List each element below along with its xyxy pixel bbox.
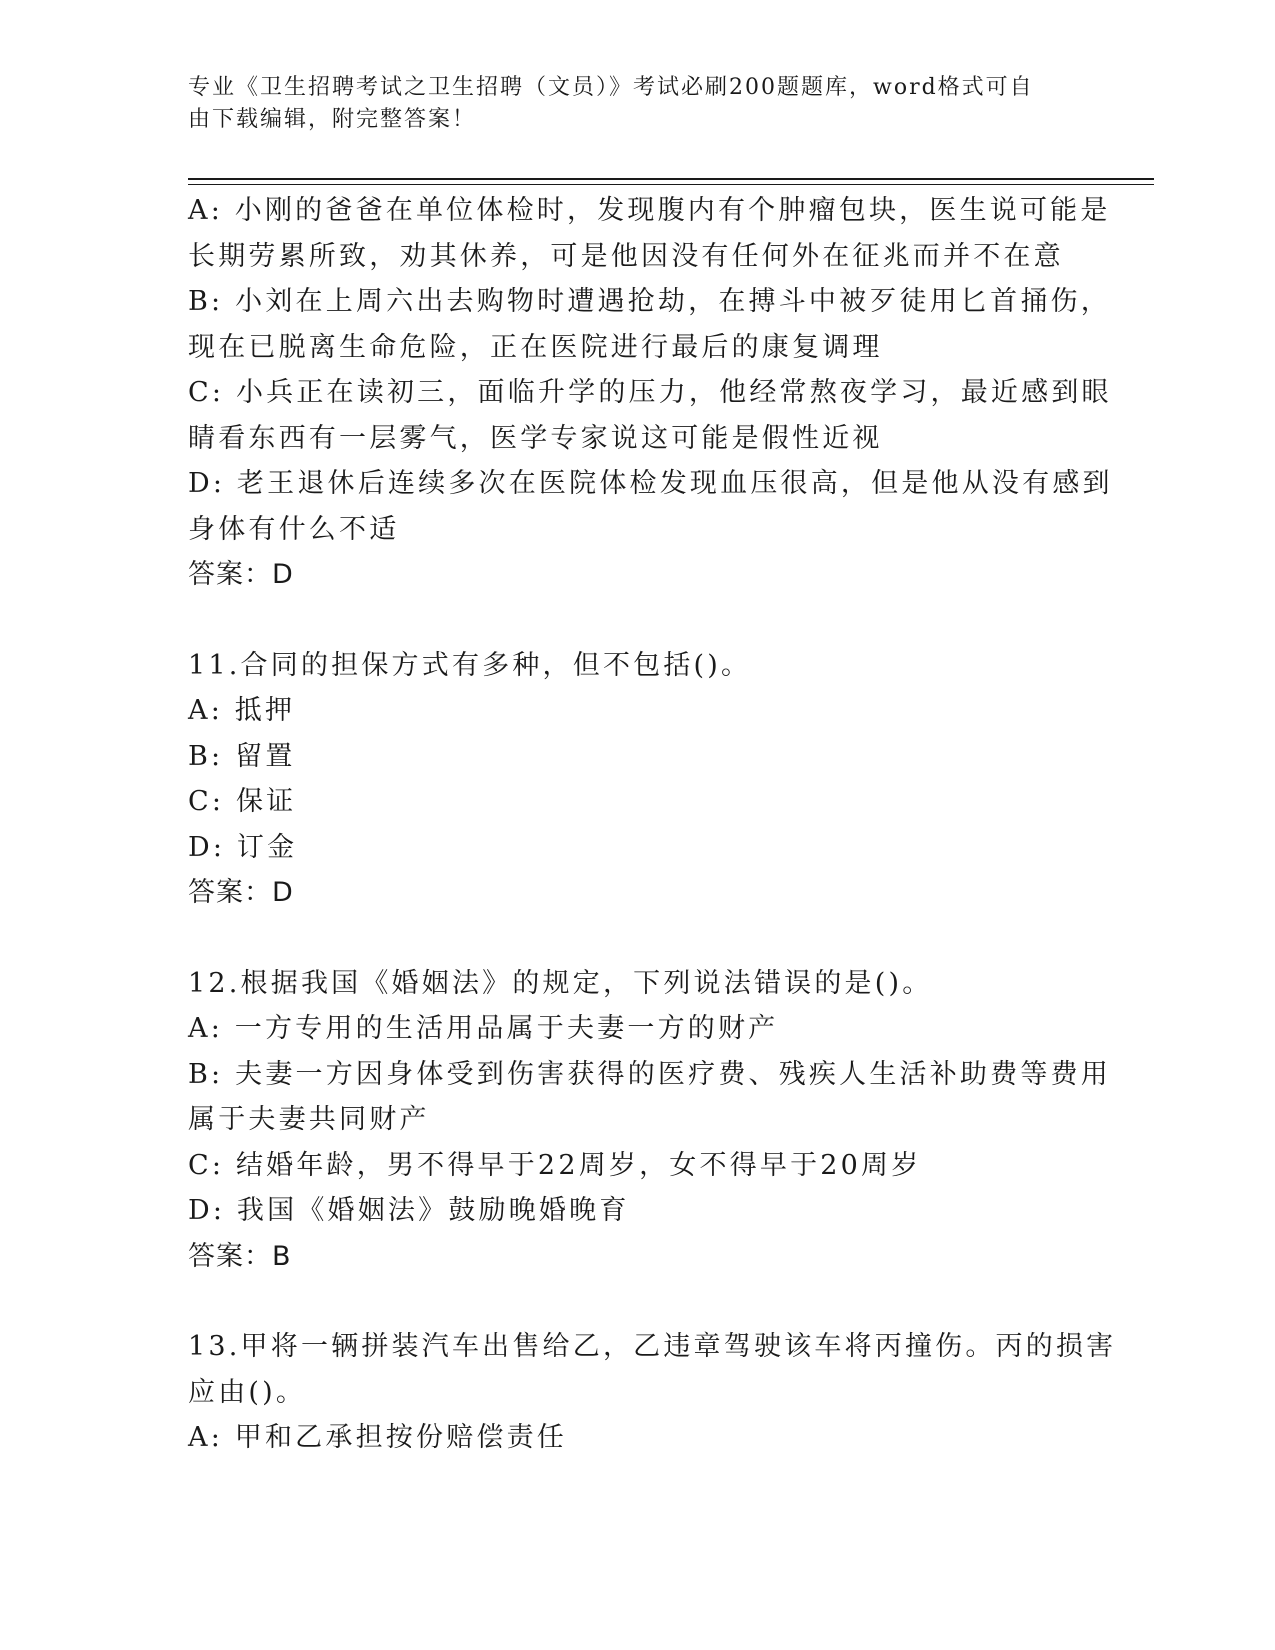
q12-option-c: C: 结婚年龄，男不得早于22周岁，女不得早于20周岁 bbox=[188, 1149, 922, 1181]
q10-option-b-line-1: B: 小刘在上周六出去购物时遭遇抢劫，在搏斗中被歹徒用匕首捅伤， bbox=[188, 286, 1111, 317]
question-11-block bbox=[188, 643, 1088, 916]
question-12-block bbox=[188, 961, 1111, 1280]
header-line-1: 专业《卫生招聘考试之卫生招聘（文员）》考试必刷200题题库，word格式可自 bbox=[188, 75, 1034, 100]
q11-option-a: A: 抵押 bbox=[188, 695, 296, 726]
q10-answer: 答案：D bbox=[188, 559, 294, 590]
q12-question: 12.根据我国《婚姻法》的规定，下列说法错误的是()。 bbox=[188, 967, 933, 999]
q10-option-d-line-1: D: 老王退休后连续多次在医院体检发现血压很高，但是他从没有感到 bbox=[188, 468, 1113, 499]
q11-option-d: D: 订金 bbox=[188, 831, 298, 863]
q12-option-b-line-1: B: 夫妻一方因身体受到伤害获得的医疗费、残疾人生活补助费等费用 bbox=[188, 1058, 1111, 1090]
question-10-block bbox=[188, 188, 1113, 598]
q10-option-c-line-2: 睛看东西有一层雾气，医学专家说这可能是假性近视 bbox=[188, 422, 883, 454]
document-header bbox=[188, 72, 1088, 136]
q13-question-line-2: 应由()。 bbox=[188, 1376, 307, 1408]
q11-answer: 答案：D bbox=[188, 877, 294, 908]
spacer bbox=[188, 598, 1088, 643]
q12-option-a: A: 一方专用的生活用品属于夫妻一方的财产 bbox=[188, 1013, 779, 1044]
q12-option-d: D: 我国《婚姻法》鼓励晚婚晚育 bbox=[188, 1195, 630, 1226]
q10-option-d-line-2: 身体有什么不适 bbox=[188, 513, 400, 545]
spacer bbox=[188, 916, 1088, 961]
q11-question: 11.合同的担保方式有多种，但不包括()。 bbox=[188, 649, 752, 681]
q11-option-c: C: 保证 bbox=[188, 786, 297, 817]
q12-option-b-line-2: 属于夫妻共同财产 bbox=[188, 1104, 430, 1135]
spacer bbox=[188, 1279, 1088, 1324]
q10-option-a-line-1: A: 小刚的爸爸在单位体检时，发现腹内有个肿瘤包块，医生说可能是 bbox=[188, 195, 1111, 226]
q11-option-b: B: 留置 bbox=[188, 740, 296, 772]
q10-option-b-line-2: 现在已脱离生命危险，正在医院进行最后的康复调理 bbox=[188, 331, 883, 363]
header-rule-thin bbox=[188, 184, 1154, 185]
q10-option-a-line-2: 长期劳累所致，劝其休养，可是他因没有任何外在征兆而并不在意 bbox=[188, 240, 1064, 272]
document-body bbox=[188, 188, 1117, 1461]
question-13-block bbox=[188, 1324, 1117, 1461]
q10-option-c-line-1: C: 小兵正在读初三，面临升学的压力，他经常熬夜学习，最近感到眼 bbox=[188, 377, 1112, 408]
header-rule-thick bbox=[188, 178, 1154, 180]
q13-question-line-1: 13.甲将一辆拼装汽车出售给乙，乙违章驾驶该车将丙撞伤。丙的损害 bbox=[188, 1331, 1117, 1362]
q13-option-a: A: 甲和乙承担按份赔偿责任 bbox=[188, 1422, 567, 1453]
q12-answer: 答案：B bbox=[188, 1240, 292, 1272]
header-line-2: 由下载编辑，附完整答案！ bbox=[188, 107, 477, 132]
